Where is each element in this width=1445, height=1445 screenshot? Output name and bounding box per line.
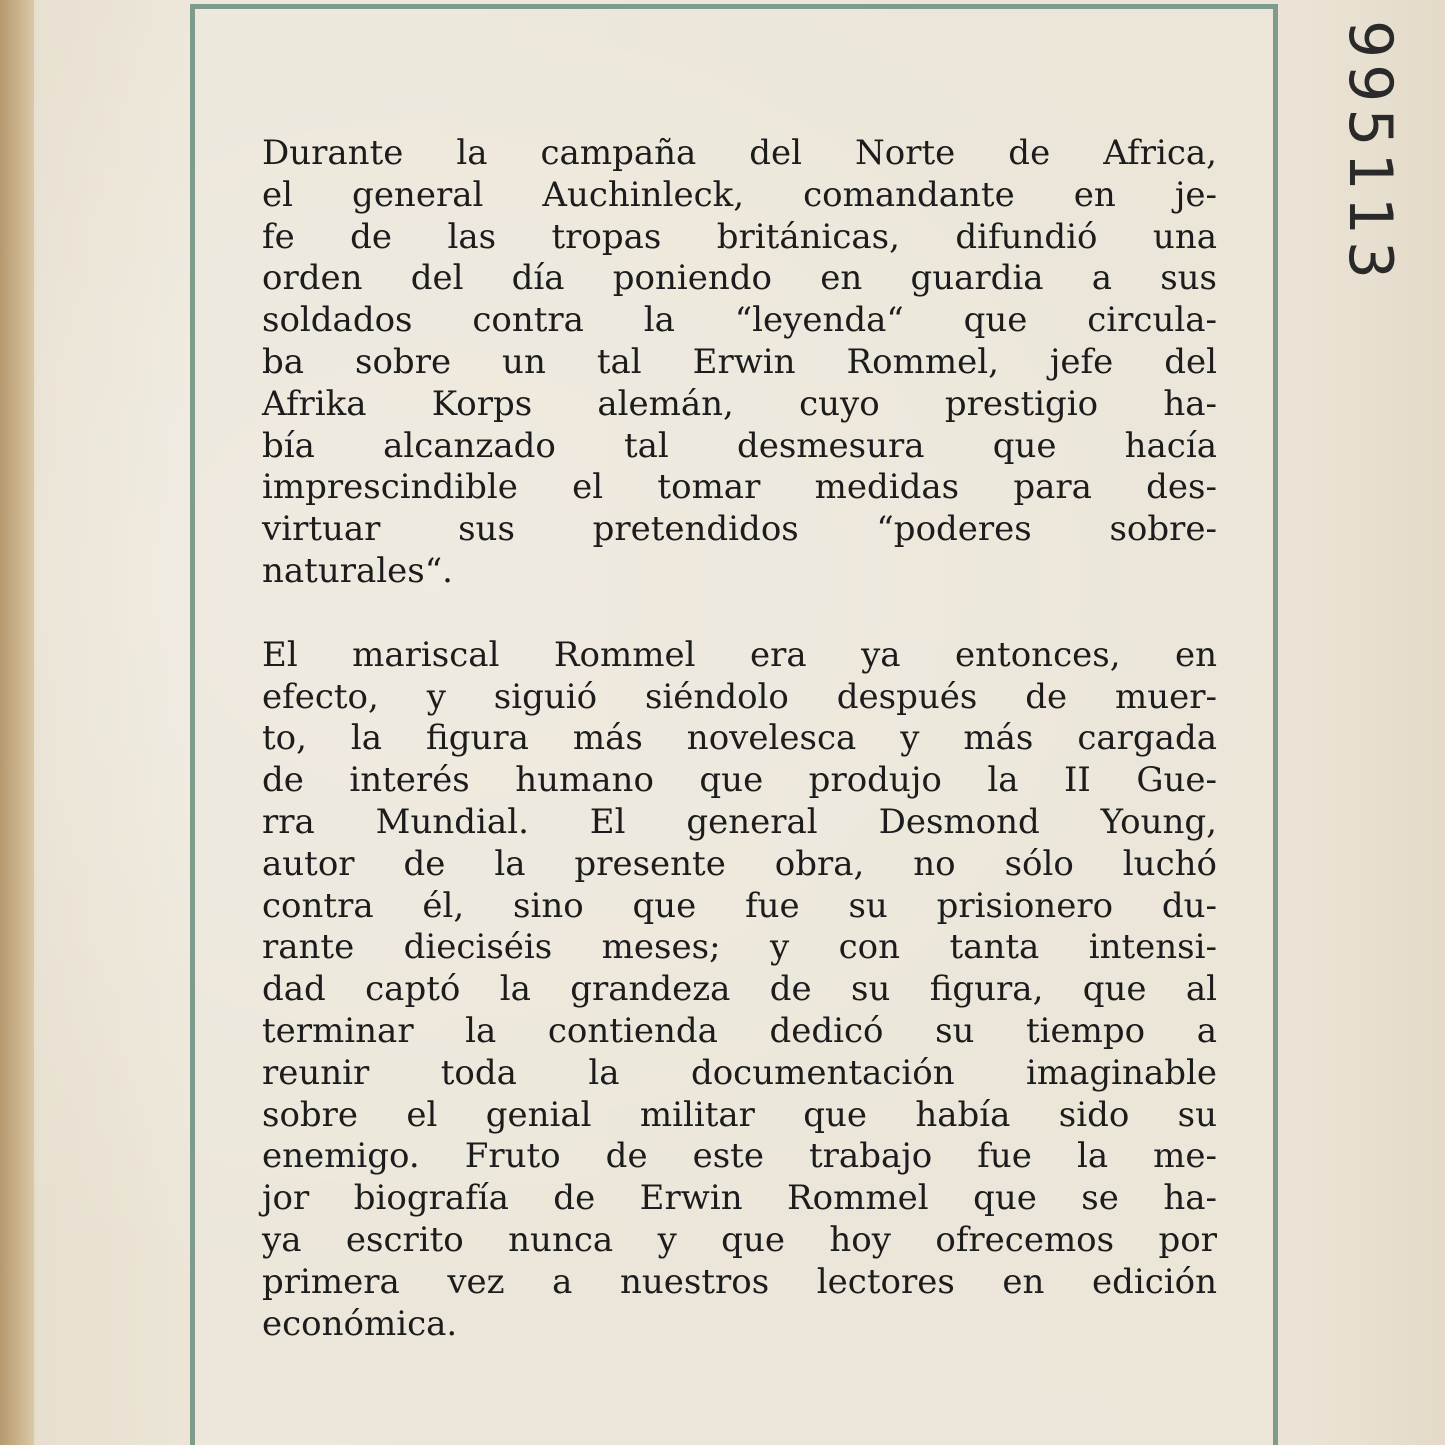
text-line: autor de la presente obra, no sólo luchó bbox=[262, 843, 1217, 884]
text-line: imprescindible el tomar medidas para des- bbox=[262, 467, 1217, 508]
text-line: económica. bbox=[262, 1303, 458, 1344]
text-line: ya escrito nunca y que hoy ofrecemos por bbox=[262, 1219, 1217, 1260]
text-line: rra Mundial. El general Desmond Young, bbox=[262, 801, 1217, 842]
text-line: sobre el genial militar que había sido su bbox=[262, 1094, 1217, 1135]
text-line: Afrika Korps alemán, cuyo prestigio ha- bbox=[262, 383, 1217, 424]
text-line: terminar la contienda dedicó su tiempo a bbox=[262, 1010, 1217, 1051]
text-line: ba sobre un tal Erwin Rommel, jefe del bbox=[262, 341, 1217, 382]
text-line: efecto, y siguió siéndolo después de muer- bbox=[262, 676, 1217, 717]
text-line: jor biografía de Erwin Rommel que se ha- bbox=[262, 1178, 1217, 1219]
text-line: enemigo. Fruto de este trabajo fue la me- bbox=[262, 1136, 1217, 1177]
text-line: soldados contra la “leyenda“ que circula- bbox=[262, 300, 1217, 341]
text-line: bía alcanzado tal desmesura que hacía bbox=[262, 425, 1217, 466]
text-line: to, la figura más novelesca y más cargada bbox=[262, 718, 1217, 759]
blurb-text bbox=[262, 133, 1217, 1345]
text-line: reunir toda la documentación imaginable bbox=[262, 1052, 1217, 1093]
text-line: fe de las tropas británicas, difundió una bbox=[262, 216, 1217, 257]
text-line: rante dieciséis meses; y con tanta intensi- bbox=[262, 927, 1217, 968]
blurb-paragraph-2 bbox=[262, 635, 1217, 1346]
cover-left-edge bbox=[0, 0, 34, 1445]
text-line: El mariscal Rommel era ya entonces, en bbox=[262, 634, 1217, 675]
text-line: orden del día poniendo en guardia a sus bbox=[262, 258, 1217, 299]
text-line: virtuar sus pretendidos “poderes sobre- bbox=[262, 509, 1217, 550]
text-line: naturales“. bbox=[262, 550, 453, 591]
text-line: contra él, sino que fue su prisionero du- bbox=[262, 885, 1217, 926]
text-line: dad captó la grandeza de su figura, que al bbox=[262, 969, 1217, 1010]
text-line: primera vez a nuestros lectores en edición bbox=[262, 1261, 1217, 1302]
blurb-paragraph-1 bbox=[262, 133, 1217, 593]
text-line: el general Auchinleck, comandante en je- bbox=[262, 174, 1217, 215]
text-line: de interés humano que produjo la II Gue- bbox=[262, 760, 1217, 801]
text-line: Durante la campaña del Norte de Africa, bbox=[262, 133, 1217, 173]
spine-code: 995113 bbox=[1335, 20, 1405, 286]
